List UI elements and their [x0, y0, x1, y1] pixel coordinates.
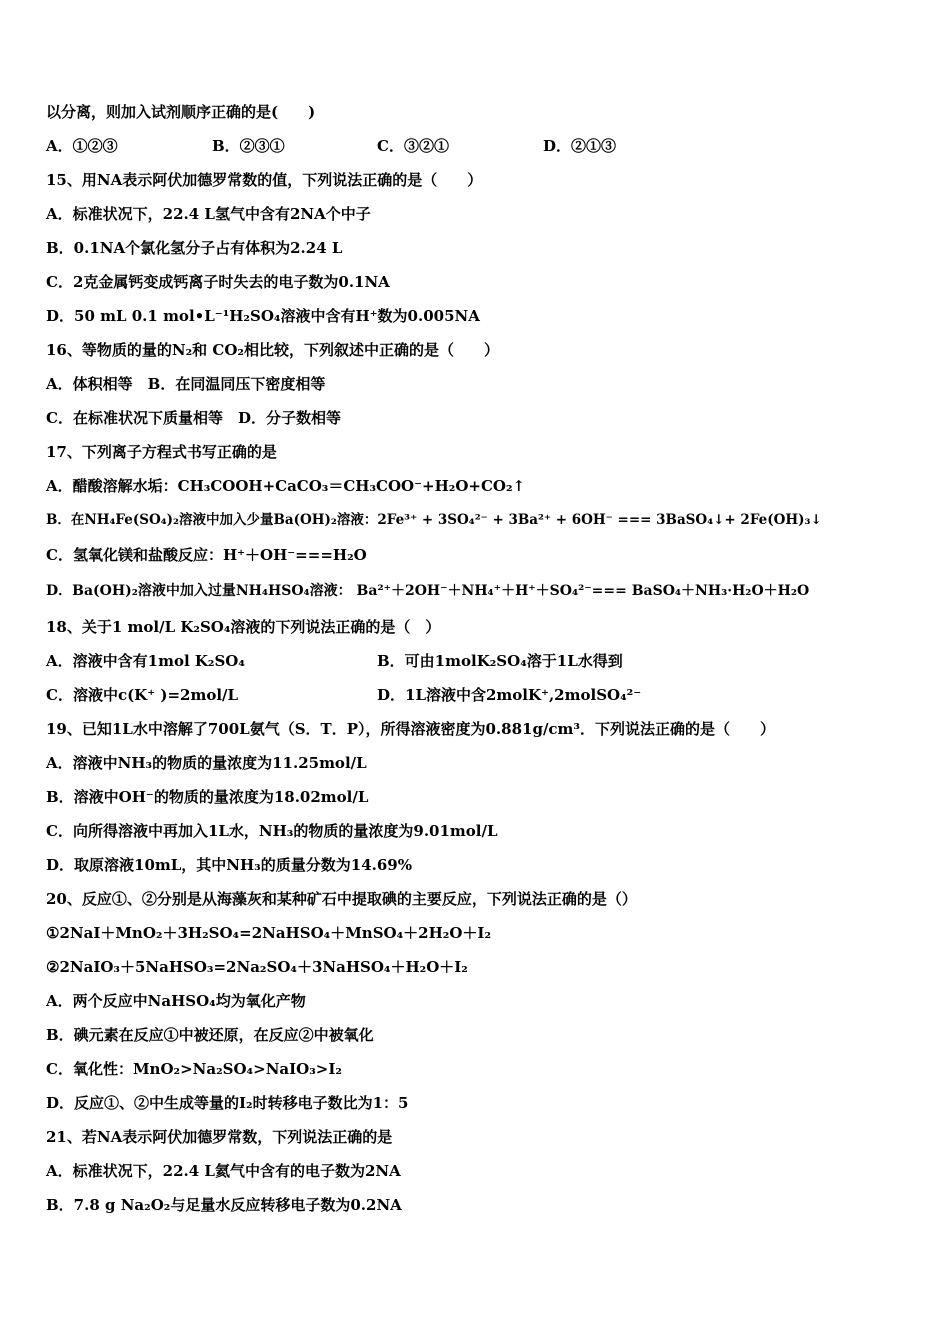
q18-option-d: D．1L溶液中含2molK⁺,2molSO₄²⁻: [377, 686, 642, 704]
q15-stem: 15、用NA表示阿伏加德罗常数的值，下列说法正确的是（ ）: [46, 171, 483, 189]
q19-option-a: A．溶液中NH₃的物质的量浓度为11.25mol/L: [46, 754, 367, 772]
q20-reaction-2: ②2NaIO₃＋5NaHSO₃=2Na₂SO₄＋3NaHSO₄＋H₂O＋I₂: [46, 958, 468, 976]
q21-option-b: B．7.8 g Na₂O₂与足量水反应转移电子数为0.2NA: [46, 1196, 402, 1214]
q20-option-a: A．两个反应中NaHSO₄均为氧化产物: [46, 992, 306, 1010]
q17-stem: 17、下列离子方程式书写正确的是: [46, 443, 277, 461]
q17-option-b: B．在NH₄Fe(SO₄)₂溶液中加入少量Ba(OH)₂溶液：2Fe³⁺ + 3SO₄²⁻ + 3Ba²⁺ + 6OH⁻ === 3BaSO₄↓+ 2Fe(OH)₃↓: [46, 512, 822, 528]
q19-stem: 19、已知1L水中溶解了700L氨气（S．T．P），所得溶液密度为0.881g/cm³．下列说法正确的是（ ）: [46, 720, 776, 738]
q15-option-d: D．50 mL 0.1 mol•L⁻¹H₂SO₄溶液中含有H⁺数为0.005NA: [46, 307, 480, 325]
q16-options-ab: A．体积相等 B．在同温同压下密度相等: [46, 375, 326, 393]
q14-option-b: B．②③①: [212, 137, 285, 155]
q17-option-d: D．Ba(OH)₂溶液中加入过量NH₄HSO₄溶液： Ba²⁺＋2OH⁻＋NH₄⁺＋H⁺＋SO₄²⁻=== BaSO₄＋NH₃·H₂O＋H₂O: [46, 583, 810, 599]
q14-option-a: A．①②③: [46, 137, 118, 155]
q20-stem: 20、反应①、②分别是从海藻灰和某种矿石中提取碘的主要反应，下列说法正确的是（）: [46, 890, 637, 908]
q15-option-c: C．2克金属钙变成钙离子时失去的电子数为0.1NA: [46, 273, 390, 291]
q17-option-a: A．醋酸溶解水垢：CH₃COOH+CaCO₃＝CH₃COO⁻+H₂O+CO₂↑: [46, 477, 526, 495]
q17-option-c: C．氢氧化镁和盐酸反应：H⁺＋OH⁻===H₂O: [46, 546, 367, 564]
q18-option-c: C．溶液中c(K⁺ )=2mol/L: [46, 686, 239, 704]
q16-options-cd: C．在标准状况下质量相等 D．分子数相等: [46, 409, 341, 427]
q19-option-d: D．取原溶液10mL，其中NH₃的质量分数为14.69%: [46, 856, 412, 874]
q15-option-b: B．0.1NA个氯化氢分子占有体积为2.24 L: [46, 239, 343, 257]
q20-option-c: C．氧化性：MnO₂>Na₂SO₄>NaIO₃>I₂: [46, 1060, 342, 1078]
q20-option-d: D．反应①、②中生成等量的I₂时转移电子数比为1：5: [46, 1094, 409, 1112]
q18-option-a: A．溶液中含有1mol K₂SO₄: [46, 652, 245, 670]
q14-option-c: C．③②①: [377, 137, 449, 155]
q18-option-b: B．可由1molK₂SO₄溶于1L水得到: [377, 652, 623, 670]
q20-reaction-1: ①2NaI＋MnO₂＋3H₂SO₄=2NaHSO₄＋MnSO₄＋2H₂O＋I₂: [46, 924, 492, 942]
q16-stem: 16、等物质的量的N₂和 CO₂相比较，下列叙述中正确的是（ ）: [46, 341, 499, 359]
q20-option-b: B．碘元素在反应①中被还原，在反应②中被氧化: [46, 1026, 374, 1044]
q19-option-b: B．溶液中OH⁻的物质的量浓度为18.02mol/L: [46, 788, 369, 806]
q14-option-d: D．②①③: [543, 137, 617, 155]
q19-option-c: C．向所得溶液中再加入1L水，NH₃的物质的量浓度为9.01mol/L: [46, 822, 498, 840]
q21-option-a: A．标准状况下，22.4 L氦气中含有的电子数为2NA: [46, 1162, 401, 1180]
q15-option-a: A．标准状况下，22.4 L氢气中含有2NA个中子: [46, 205, 371, 223]
q18-stem: 18、关于1 mol/L K₂SO₄溶液的下列说法正确的是（ ）: [46, 618, 441, 636]
q14-stem-tail: 以分离，则加入试剂顺序正确的是( ): [46, 103, 316, 121]
q21-stem: 21、若NA表示阿伏加德罗常数，下列说法正确的是: [46, 1128, 393, 1146]
